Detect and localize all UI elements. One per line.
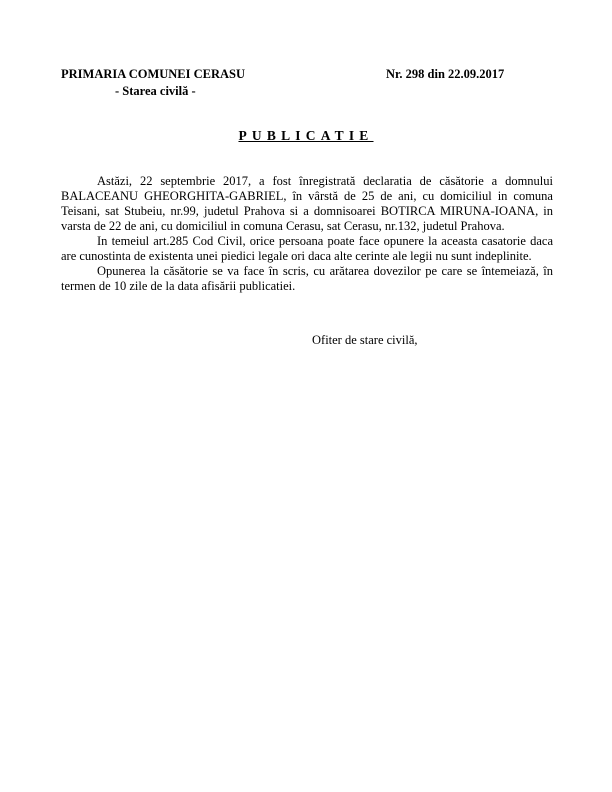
document-body — [61, 174, 553, 294]
document-reference: Nr. 298 din 22.09.2017 — [386, 67, 505, 81]
paragraph-opposition-terms: Opunerea la căsătorie se va face în scris, cu arătarea dovezilor pe care se întemeiază, în termen de 10 zile de la data afisării publicatiei. — [61, 264, 553, 293]
department-name: - Starea civilă - — [115, 84, 196, 98]
header-institution-block — [61, 67, 245, 99]
paragraph-declaration: Astăzi, 22 septembrie 2017, a fost înregistrată declaratia de căsătorie a domnului BALACEANU GHEORGHITA-GABRIEL, în vârstă de 25 de ani, cu domiciliul in comuna Teisani, sat Stubeiu, nr.99, judetul Prahova si a domnisoarei BOTIRCA MIRUNA-IOANA, in varsta de 22 de ani, cu domiciliul in comuna Cerasu, sat Cerasu, nr.132, judetul Prahova. — [61, 174, 553, 233]
document-title: PUBLICATIE — [238, 128, 374, 143]
institution-name: PRIMARIA COMUNEI CERASU — [61, 67, 246, 81]
signature-line: Ofiter de stare civilă, — [312, 333, 418, 347]
paragraph-legal-basis: In temeiul art.285 Cod Civil, orice persoana poate face opunere la aceasta casatorie daca are cunostinta de existenta unei piedici legale ori daca alte cerinte ale legii nu sunt indeplinite. — [61, 234, 553, 263]
